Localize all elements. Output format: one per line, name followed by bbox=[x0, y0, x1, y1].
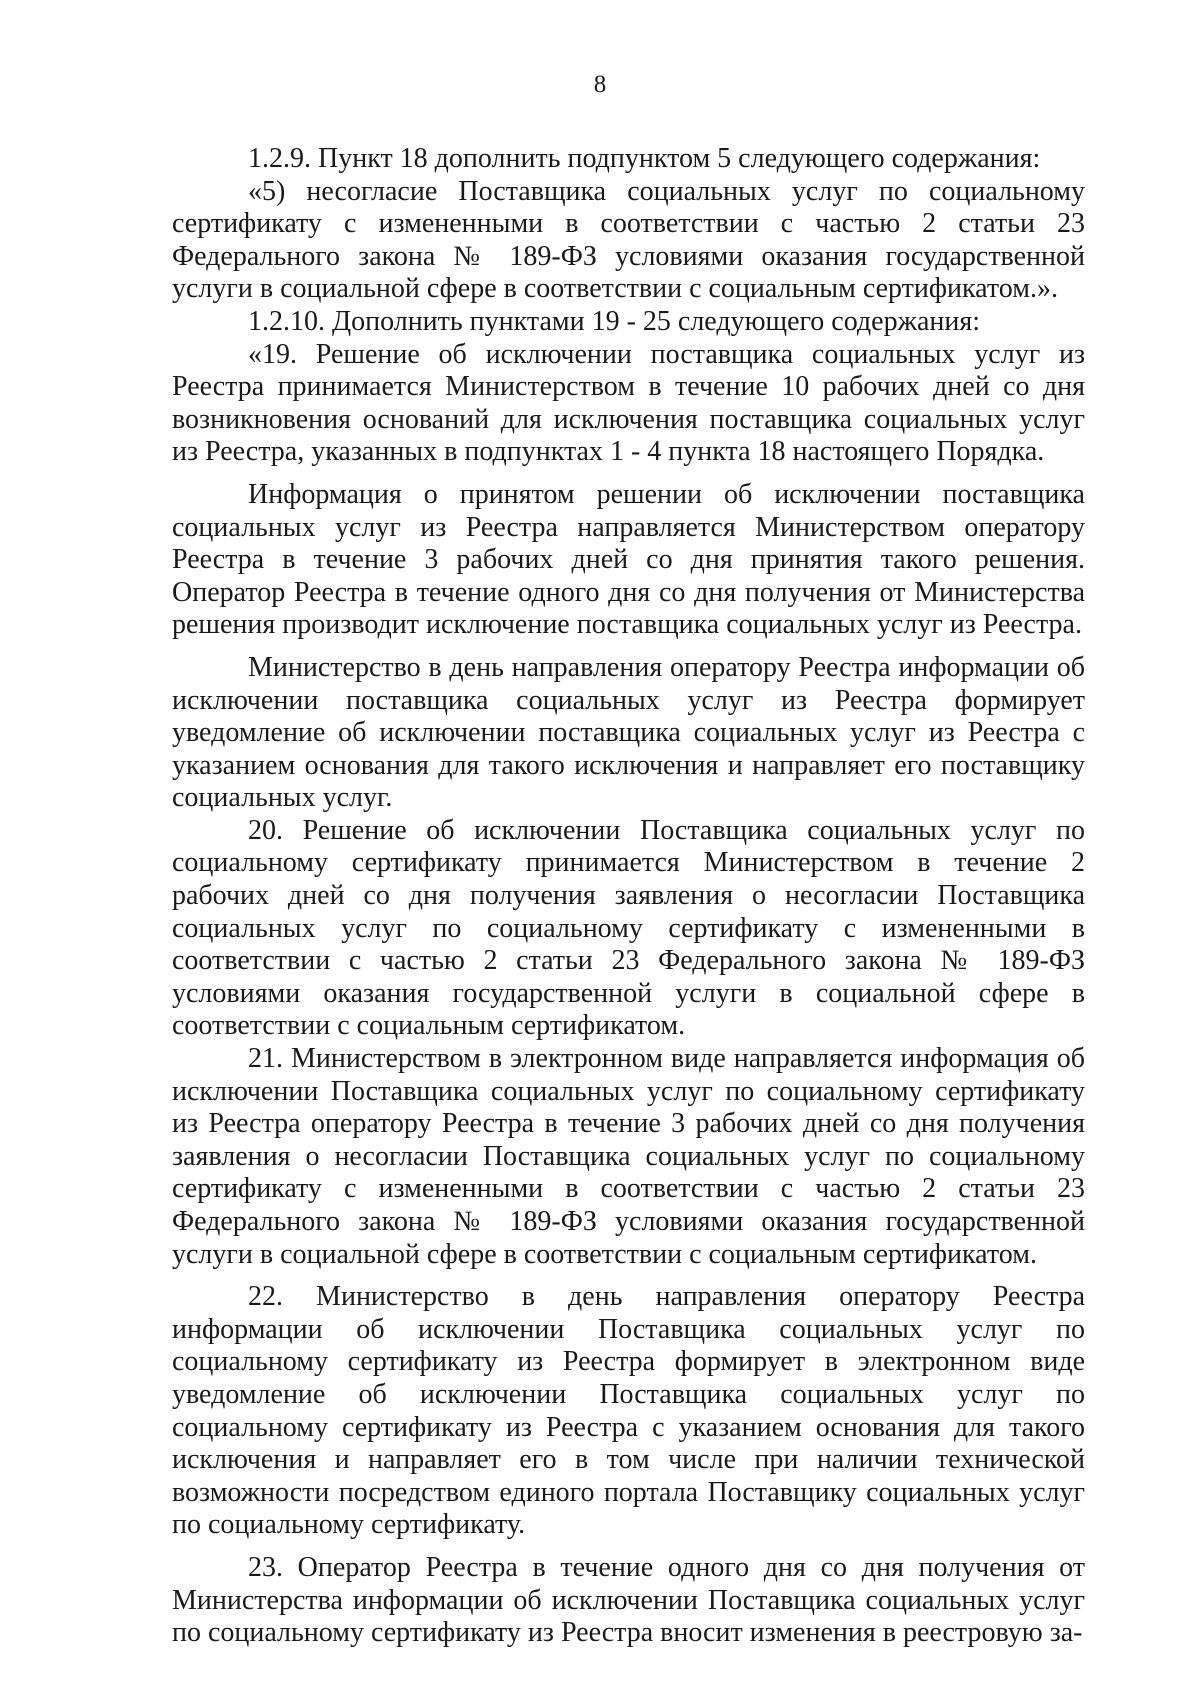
document-body bbox=[172, 143, 1085, 1650]
paragraph-item-19-notice: Министерство в день направления оператору Реестра информации об исключении поставщика социальных услуг из Реестра формирует уведомление об исключении поставщика социальных услуг из Реестра с указанием основания для такого исключения и направляет его поставщику социальных услуг. bbox=[172, 651, 1085, 814]
paragraph-1-2-9: 1.2.9. Пункт 18 дополнить подпунктом 5 следующего содержания: bbox=[248, 143, 1041, 174]
paragraph-item-19-info: Информация о принятом решении об исключении поставщика социальных услуг из Реестра направляется Министерством оператору Реестра в течение 3 рабочих дней со дня принятия такого решения. Оператор Реестра в течение одного дня со дня получения от Министерства решения производит исключение поставщика социальных услуг из Реестра. bbox=[172, 478, 1085, 641]
paragraph-subitem-5: «5) несогласие Поставщика социальных услуг по социальному сертификату с измененными в соответствии с частью 2 статьи 23 Федерального закона № 189-ФЗ условиями оказания государственной услуги в социальной сфере в соответствии с социальным сертификатом.». bbox=[172, 175, 1085, 305]
paragraph-item-22: 22. Министерство в день направления оператору Реестра информации об исключении Поставщика социальных услуг по социальному сертификату из Реестра формирует в электронном виде уведомление об исключении Поставщика социальных услуг по социальному сертификату из Реестра с указанием основания для такого исключения и направляет его в том числе при наличии технической возможности посредством единого портала Поставщику социальных услуг по социальному сертификату. bbox=[172, 1281, 1085, 1541]
paragraph-item-21: 21. Министерством в электронном виде направляется информация об исключении Поставщика социальных услуг по социальному сертификату из Реестра оператору Реестра в течение 3 рабочих дней со дня получения заявления о несогласии Поставщика социальных услуг по социальному сертификату с измененными в соответствии с частью 2 статьи 23 Федерального закона № 189-ФЗ условиями оказания государственной услуги в социальной сфере в соответствии с социальным сертификатом. bbox=[172, 1043, 1085, 1270]
paragraph-item-23: 23. Оператор Реестра в течение одного дня со дня получения от Министерства информации об исключении Поставщика социальных услуг по социальному сертификату из Реестра вносит изменения в реестровую за- bbox=[172, 1551, 1085, 1649]
paragraph-item-19: «19. Решение об исключении поставщика социальных услуг из Реестра принимается Министерством в течение 10 рабочих дней со дня возникновения оснований для исключения поставщика социальных услуг из Реестра, указанных в подпунктах 1 - 4 пункта 18 настоящего Порядка. bbox=[172, 338, 1085, 468]
paragraph-item-20: 20. Решение об исключении Поставщика социальных услуг по социальному сертификату принимается Министерством в течение 2 рабочих дней со дня получения заявления о несогласии Поставщика социальных услуг по социальному сертификату с измененными в соответствии с частью 2 статьи 23 Федерального закона № 189-ФЗ условиями оказания государственной услуги в социальной сфере в соответствии с социальным сертификатом. bbox=[172, 814, 1085, 1042]
paragraph-1-2-10: 1.2.10. Дополнить пунктами 19 - 25 следующего содержания: bbox=[248, 305, 980, 337]
page-number: 8 bbox=[593, 71, 607, 98]
